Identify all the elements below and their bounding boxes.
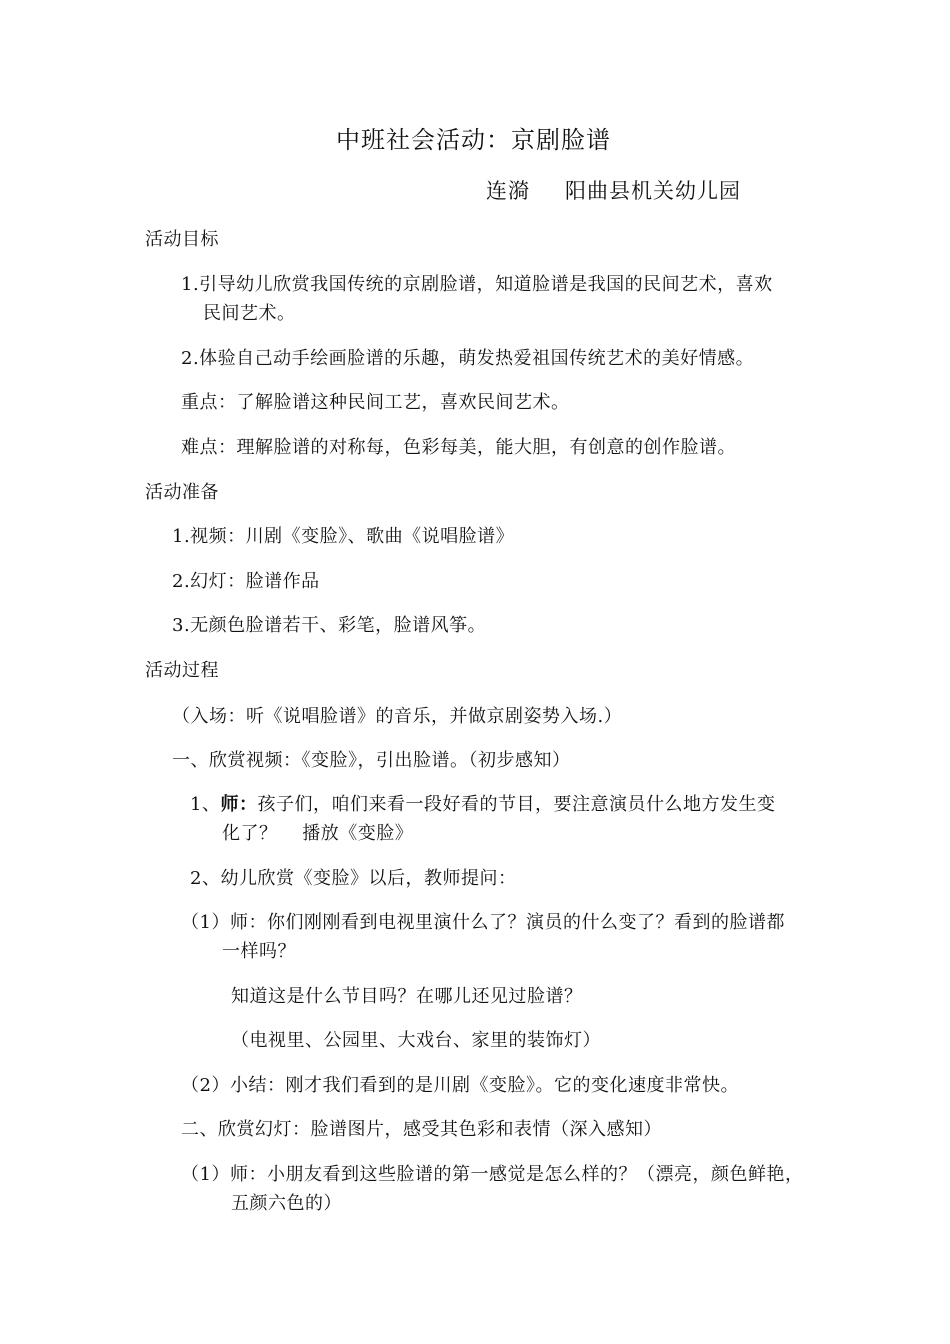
- part-1-heading: 一、欣赏视频：《变脸》，引出脸谱。（初步感知）: [172, 750, 571, 771]
- part-2-heading: 二、欣赏幻灯：脸谱图片，感受其色彩和表情（深入感知）: [181, 1119, 662, 1140]
- goal-item-1-line-2: 民间艺术。: [203, 303, 296, 324]
- part-1-question-2: （2）小结：刚才我们看到的是川剧《变脸》。它的变化速度非常快。: [181, 1075, 739, 1096]
- prep-item-1: 1.视频：川剧《变脸》、歌曲《说唱脸谱》: [172, 526, 515, 547]
- key-point: 重点：了解脸谱这种民间工艺，喜欢民间艺术。: [181, 392, 570, 413]
- author-name: 连漪: [486, 179, 530, 203]
- section-heading-process: 活动过程: [145, 660, 219, 681]
- prep-item-3: 3.无颜色脸谱若干、彩笔，脸谱风筝。: [172, 615, 487, 636]
- part-2-question-1-line-2: 五颜六色的）: [231, 1193, 342, 1214]
- part-2-question-1-line-1: （1）师：小朋友看到这些脸谱的第一感觉是怎么样的？（漂亮，颜色鲜艳，: [181, 1164, 804, 1185]
- goal-item-1-line-1: 1.引导幼儿欣赏我国传统的京剧脸谱，知道脸谱是我国的民间艺术，喜欢: [181, 274, 773, 295]
- part-1-question-1-answer: （电视里、公园里、大戏台、家里的装饰灯）: [231, 1030, 601, 1051]
- author-school: 阳曲县机关幼儿园: [565, 179, 741, 203]
- part-1-step-1-line-2: 化了？ 播放《变脸》: [222, 823, 414, 844]
- document-title: 中班社会活动：京剧脸谱: [336, 126, 611, 154]
- part-1-question-1-line-1: （1）师：你们刚刚看到电视里演什么了？演员的什么变了？看到的脸谱都: [181, 912, 785, 933]
- part-1-step-2: 2、幼儿欣赏《变脸》以后，教师提问：: [190, 868, 517, 889]
- prep-item-2: 2.幻灯：脸谱作品: [172, 571, 320, 592]
- section-heading-goals: 活动目标: [145, 229, 219, 250]
- step-text: 孩子们，咱们来看一段好看的节目，要注意演员什么地方发生变: [257, 794, 776, 815]
- process-entry: （入场：听《说唱脸谱》的音乐，并做京剧姿势入场.）: [172, 706, 623, 727]
- part-1-question-1-line-2: 一样吗？: [222, 941, 296, 962]
- step-number: 1、: [190, 794, 221, 815]
- goal-item-2: 2.体验自己动手绘画脸谱的乐趣，萌发热爱祖国传统艺术的美好情感。: [181, 348, 755, 369]
- part-1-question-1-line-3: 知道这是什么节目吗？在哪儿还见过脸谱？: [231, 986, 583, 1007]
- part-1-step-1-line-1: [190, 793, 775, 817]
- teacher-label: 师：: [220, 794, 258, 815]
- section-heading-preparation: 活动准备: [145, 482, 219, 503]
- difficulty-point: 难点：理解脸谱的对称每，色彩每美，能大胆，有创意的创作脸谱。: [181, 437, 736, 458]
